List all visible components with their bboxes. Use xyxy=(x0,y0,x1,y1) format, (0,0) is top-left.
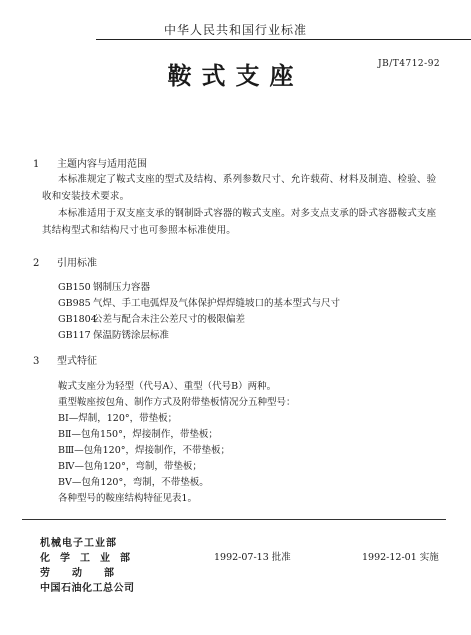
reference-title: 气焊、手工电弧焊及气体保护焊焊缝坡口的基本型式与尺寸 xyxy=(93,298,341,309)
header-divider xyxy=(96,39,471,40)
section-2-heading xyxy=(33,254,97,269)
document-title: 鞍式支座 xyxy=(167,62,304,90)
section-title: 引用标准 xyxy=(57,258,97,269)
list-item: BⅤ—包角120°，弯制，不带垫板。 xyxy=(58,477,209,488)
referenced-standards-list xyxy=(58,280,340,344)
issuer-name: 化学工业部 xyxy=(40,553,140,564)
reference-code: GB1804 xyxy=(58,314,97,325)
reference-title: 公差与配合未注公差尺寸的极限偏差 xyxy=(93,314,246,325)
reference-code: GB985 xyxy=(58,298,91,309)
section-3-heading xyxy=(33,352,97,367)
list-item: BⅡ—包角150°，焊接制作，带垫板； xyxy=(58,429,218,440)
list-item xyxy=(58,328,340,344)
list-item xyxy=(58,296,340,312)
implementation-date: 1992-12-01 实施 xyxy=(362,552,439,563)
type-characteristics-list xyxy=(58,379,296,507)
list-item: BⅣ—包角120°，弯制，带垫板； xyxy=(58,461,202,472)
section-number: 2 xyxy=(33,258,40,269)
issuer-name: 机械电子工业部 xyxy=(40,538,117,549)
reference-title: 保温防锈涂层标准 xyxy=(93,330,170,341)
reference-code: GB117 xyxy=(58,330,91,341)
section-number: 1 xyxy=(33,159,40,170)
footer-divider xyxy=(22,519,446,520)
standard-number: JB/T4712-92 xyxy=(378,59,441,69)
issuing-authorities xyxy=(40,536,140,596)
list-item xyxy=(58,312,340,328)
list-item: 重型鞍座按包角、制作方式及附带垫板情况分五种型号： xyxy=(58,397,296,408)
section-title: 主题内容与适用范围 xyxy=(57,159,147,170)
list-item: BⅢ—包角120°，焊接制作，不带垫板； xyxy=(58,445,231,456)
reference-code: GB150 xyxy=(58,282,91,293)
section-title: 型式特征 xyxy=(57,356,97,367)
section-number: 3 xyxy=(33,356,40,367)
list-item: 鞍式支座分为轻型（代号A）、重型（代号B）两种。 xyxy=(58,381,277,392)
list-item: 各种型号的鞍座结构特征见表1。 xyxy=(58,493,198,504)
issuer-name: 劳动部 xyxy=(40,568,136,579)
approval-date: 1992-07-13 批准 xyxy=(214,552,291,563)
section-1-paragraph-2: 本标准适用于双支座支承的钢制卧式容器的鞍式支座。对多支点支承的卧式容器鞍式支座其结构型式和结构尺寸也可参照本标准使用。 xyxy=(42,208,437,236)
list-item xyxy=(58,280,340,296)
section-1-heading xyxy=(33,155,147,170)
reference-title: 钢制压力容器 xyxy=(93,282,151,293)
section-1-paragraph-1: 本标准规定了鞍式支座的型式及结构、系列参数尺寸、允许载荷、材料及制造、检验、验收和安装技术要求。 xyxy=(42,174,437,202)
issuer-name: 中国石油化工总公司 xyxy=(40,583,135,594)
issuing-standard-category: 中华人民共和国行业标准 xyxy=(163,23,307,37)
list-item: BⅠ—焊制，120°，带垫板； xyxy=(58,413,178,424)
